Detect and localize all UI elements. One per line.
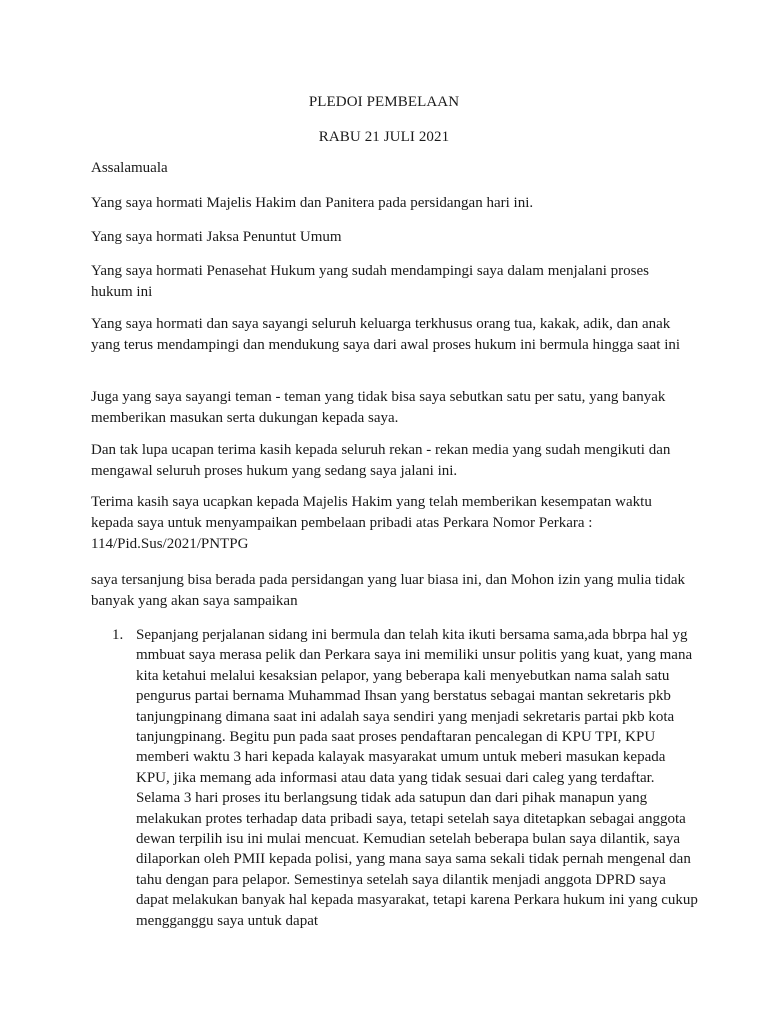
paragraph-salutation-judges: Yang saya hormati Majelis Hakim dan Panitera pada persidangan hari ini. bbox=[91, 195, 534, 211]
list-item-text: Sepanjang perjalanan sidang ini bermula dan telah kita ikuti bersama sama,ada bbrpa hal yg mmbuat saya merasa pelik dan Perkara saya ini memiliki unsur politis yang kuat, yang mana kita ketahui melalui kesaksian pelapor, yang beberapa kali menyebutkan nama salah satu pengurus partai bernama Muhammad Ihsan yang berstatus sebagai mantan sekretaris pkb tanjungpinang dimana saat ini adalah saya sendiri yang menjadi sekretaris partai pkb kota tanjungpinang. Begitu pun pada saat proses pendaftaran pencalegan di KPU TPI, KPU memberi waktu 3 hari kepada kalayak masyarakat umum untuk meberi masukan kepada KPU, jika memang ada informasi atau data yang tidak sesuai dari caleg yang terdaftar. Selama 3 hari proses itu berlangsung tidak ada satupun dan dari pihak manapun yang melakukan protes terhadap data pribadi saya, tetapi setelah saya ditetapkan sebagai anggota dewan terpilih isu ini mulai mencuat. Kemudian setelah beberapa bulan saya dilantik, saya dilaporkan oleh PMII kepada polisi, yang mana saya sama sekali tidak pernah mengenal dan tahu dengan para pelapor. Semestinya setelah saya dilantik menjadi anggota DPRD saya dapat melakukan banyak hal kepada masyarakat, tetapi karena Perkara hukum ini yang cukup mengganggu saya untuk dapat bbox=[136, 627, 698, 929]
paragraph-case-number: Terima kasih saya ucapkan kepada Majelis Hakim yang telah memberikan kesempatan waktu kepada saya untuk menyampaikan pembelaan pribadi atas Perkara Nomor Perkara : 114/Pid.Sus/2021/PNTPG bbox=[91, 494, 652, 552]
paragraph-salutation-counsel: Yang saya hormati Penasehat Hukum yang sudah mendampingi saya dalam menjalani proses hukum ini bbox=[91, 263, 649, 300]
paragraph-media: Dan tak lupa ucapan terima kasih kepada seluruh rekan - rekan media yang sudah mengikuti dan mengawal seluruh proses hukum yang sedang saya jalani ini. bbox=[91, 442, 671, 479]
document-date: RABU 21 JULI 2021 bbox=[318, 129, 450, 145]
paragraph-friends: Juga yang saya sayangi teman - teman yang tidak bisa saya sebutkan satu per satu, yang banyak memberikan masukan serta dukungan kepada saya. bbox=[91, 389, 666, 426]
paragraph-salutation-prosecutor: Yang saya hormati Jaksa Penuntut Umum bbox=[91, 229, 342, 245]
paragraph-salutation-family: Yang saya hormati dan saya sayangi seluruh keluarga terkhusus orang tua, kakak, adik, dan anak yang terus mendampingi dan mendukung saya dari awal proses hukum ini bermula hingga saat ini bbox=[91, 316, 681, 353]
list-item-number: 1. bbox=[112, 627, 124, 643]
document-title: PLEDOI PEMBELAAN bbox=[308, 94, 460, 110]
paragraph-greeting: Assalamuala bbox=[91, 160, 168, 176]
paragraph-intro: saya tersanjung bisa berada pada persidangan yang luar biasa ini, dan Mohon izin yang mulia tidak banyak yang akan saya sampaikan bbox=[91, 572, 685, 609]
